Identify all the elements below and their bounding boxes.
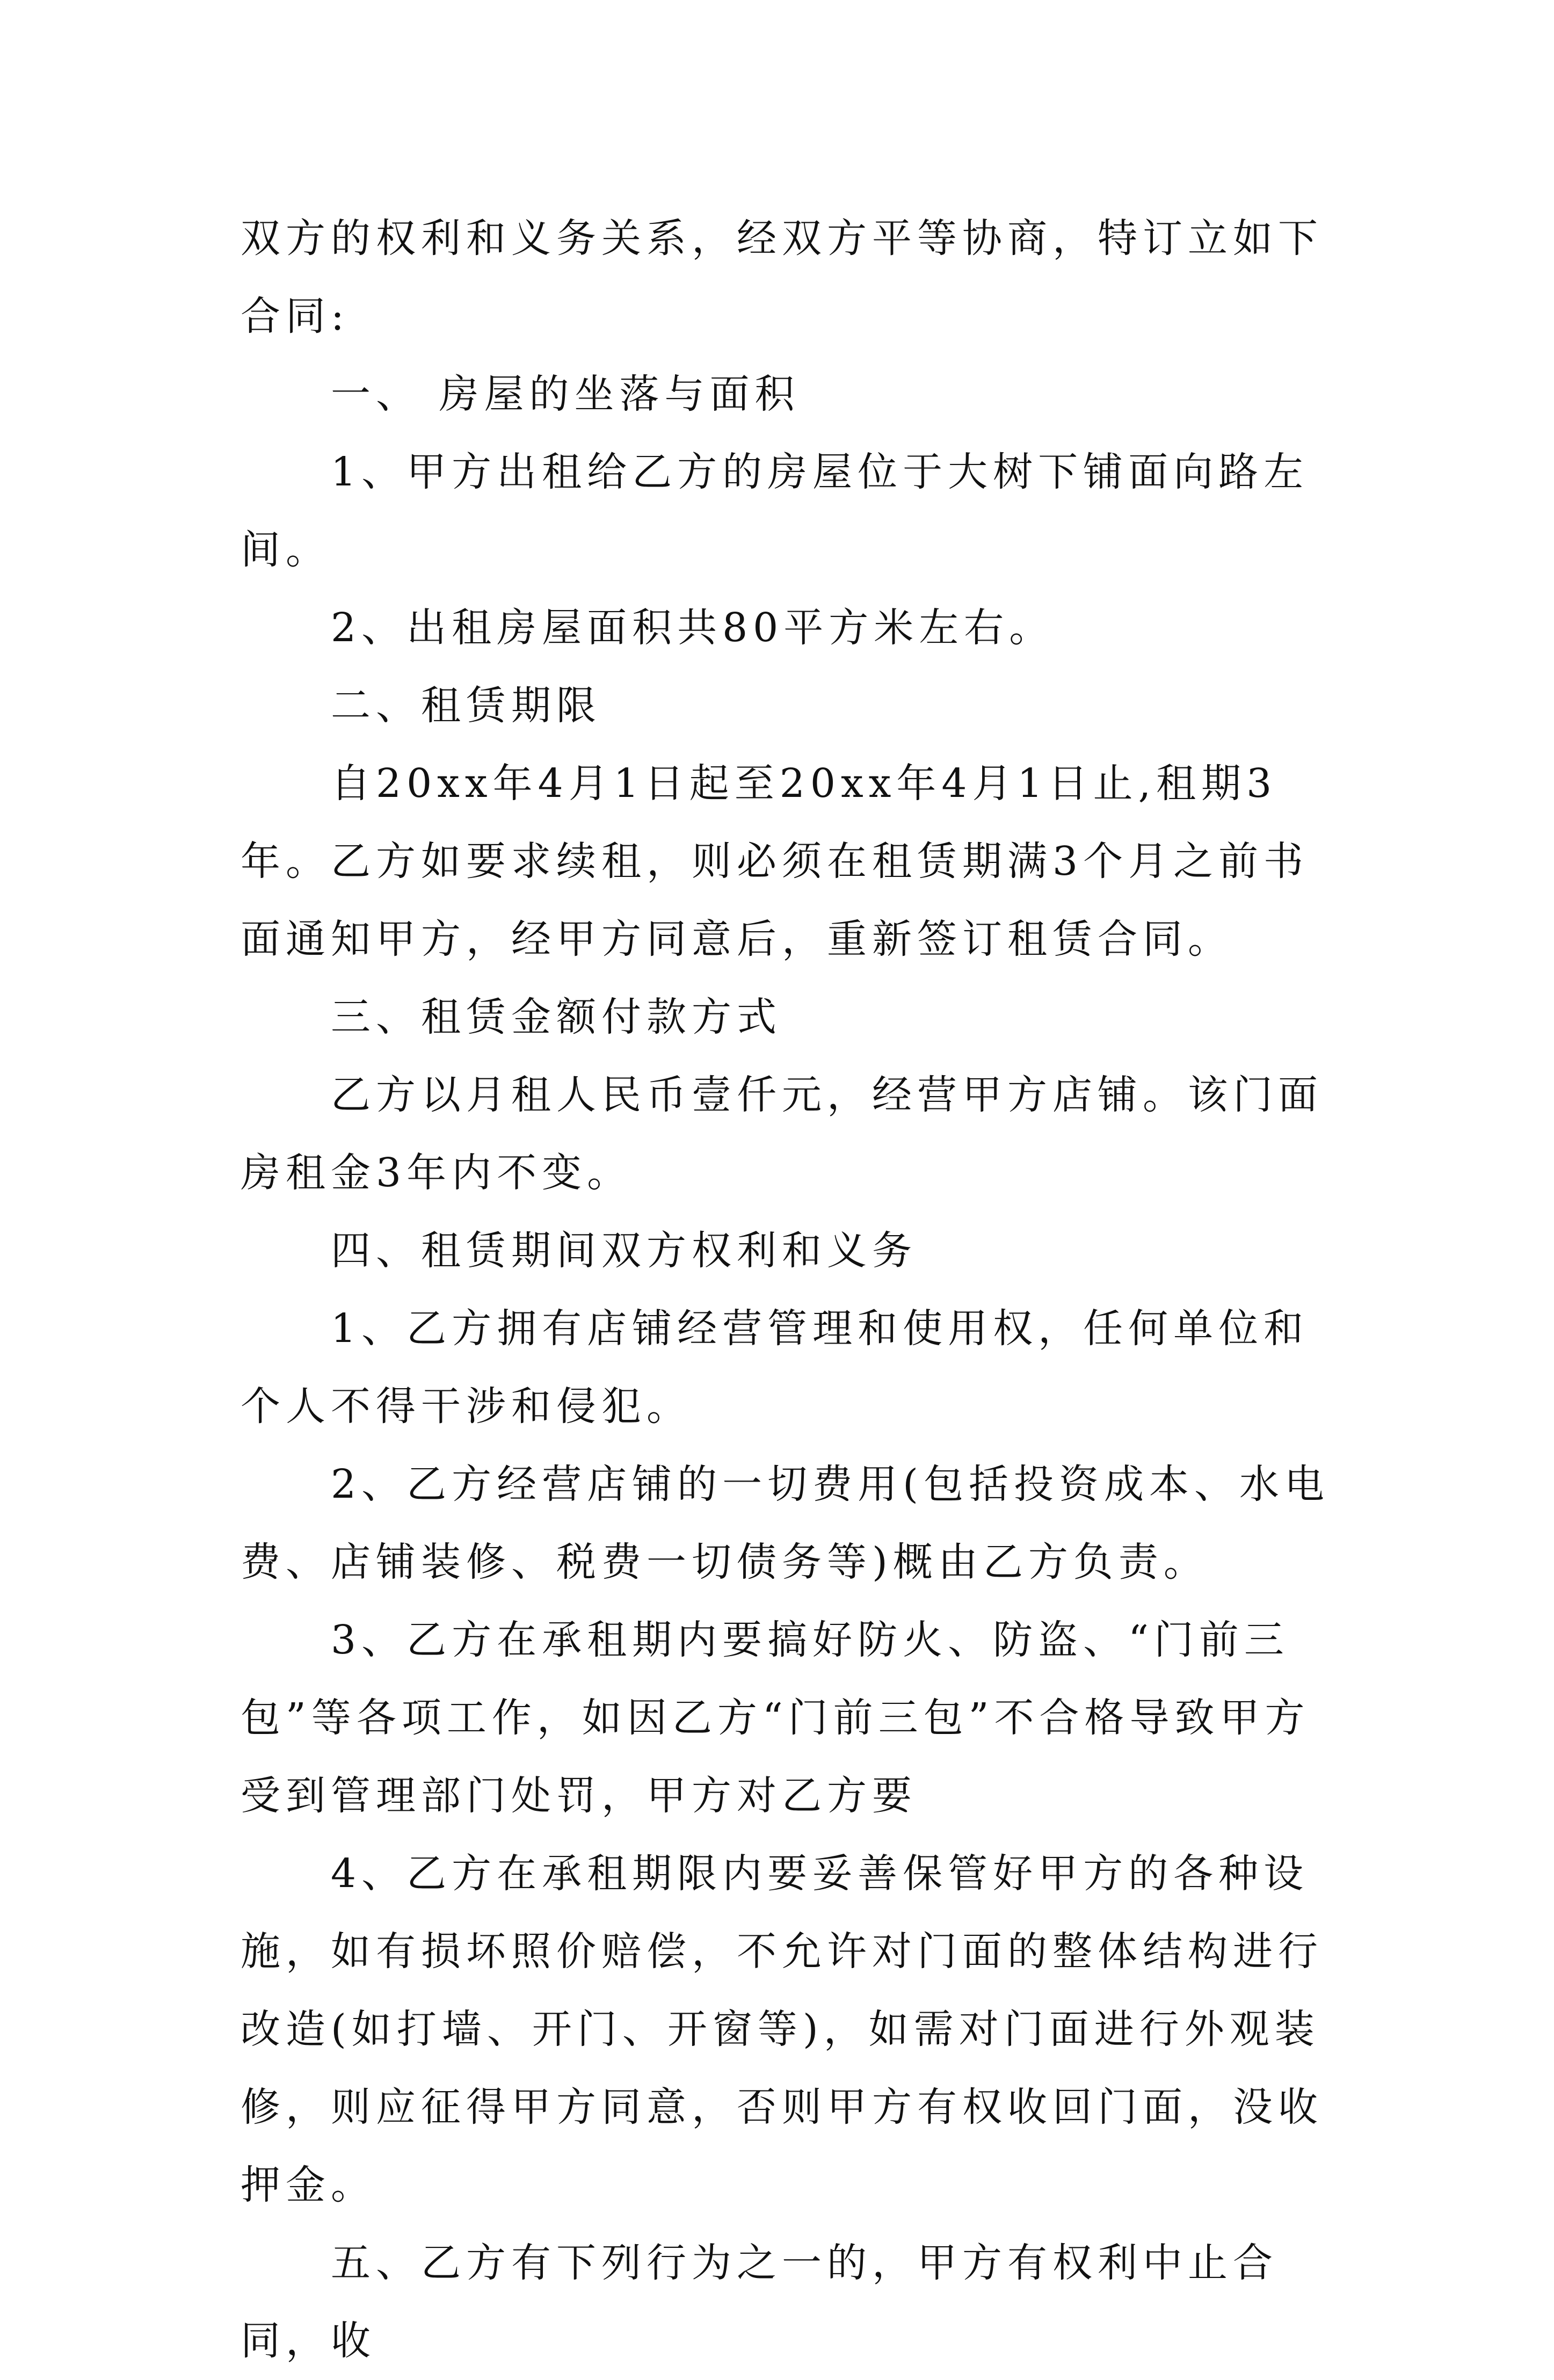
paragraph-contract-intro: 双方的权利和义务关系，经双方平等协商，特订立如下合同: (241, 215, 1323, 339)
clause-right-of-use: 1、乙方拥有店铺经营管理和使用权，任何单位和个人不得干涉和侵犯。 (241, 1305, 1309, 1430)
clause-fire-security: 3、乙方在承租期内要搞好防火、防盗、“门前三包”等各项工作，如因乙方“门前三包”不合格导致甲方受到管理部门处罚，甲方对乙方要 (241, 1617, 1310, 1819)
heading-location-and-area: 一、 房屋的坐落与面积 (331, 371, 800, 417)
heading-termination: 五、乙方有下列行为之一的，甲方有权利中止合同，收 (241, 2240, 1278, 2364)
heading-rights-obligations: 四、租赁期间双方权利和义务 (331, 1228, 917, 1274)
heading-lease-term: 二、租赁期限 (331, 683, 601, 729)
clause-area: 2、出租房屋面积共80平方米左右。 (331, 605, 1055, 651)
clause-location: 1、甲方出租给乙方的房屋位于大树下铺面向路左间。 (241, 449, 1309, 573)
document-body (241, 200, 1331, 2380)
clause-facilities: 4、乙方在承租期限内要妥善保管好甲方的各种设施，如有损坏照价赔偿，不允许对门面的整体结构进行改造(如打墙、开门、开窗等)，如需对门面进行外观装修，则应征得甲方同意，否则甲方有权收回门面，没收押金。 (241, 1851, 1323, 2208)
clause-lease-term: 自20xx年4月1日起至20xx年4月1日止,租期3年。乙方如要求续租，则必须在租赁期满3个月之前书面通知甲方，经甲方同意后，重新签订租赁合同。 (241, 760, 1309, 962)
heading-rent-payment: 三、租赁金额付款方式 (331, 994, 782, 1040)
clause-expenses: 2、乙方经营店铺的一切费用(包括投资成本、水电费、店铺装修、税费一切债务等)概由乙方负责。 (241, 1461, 1330, 1585)
clause-rent-amount: 乙方以月租人民币壹仟元，经营甲方店铺。该门面房租金3年内不变。 (241, 1072, 1323, 1196)
